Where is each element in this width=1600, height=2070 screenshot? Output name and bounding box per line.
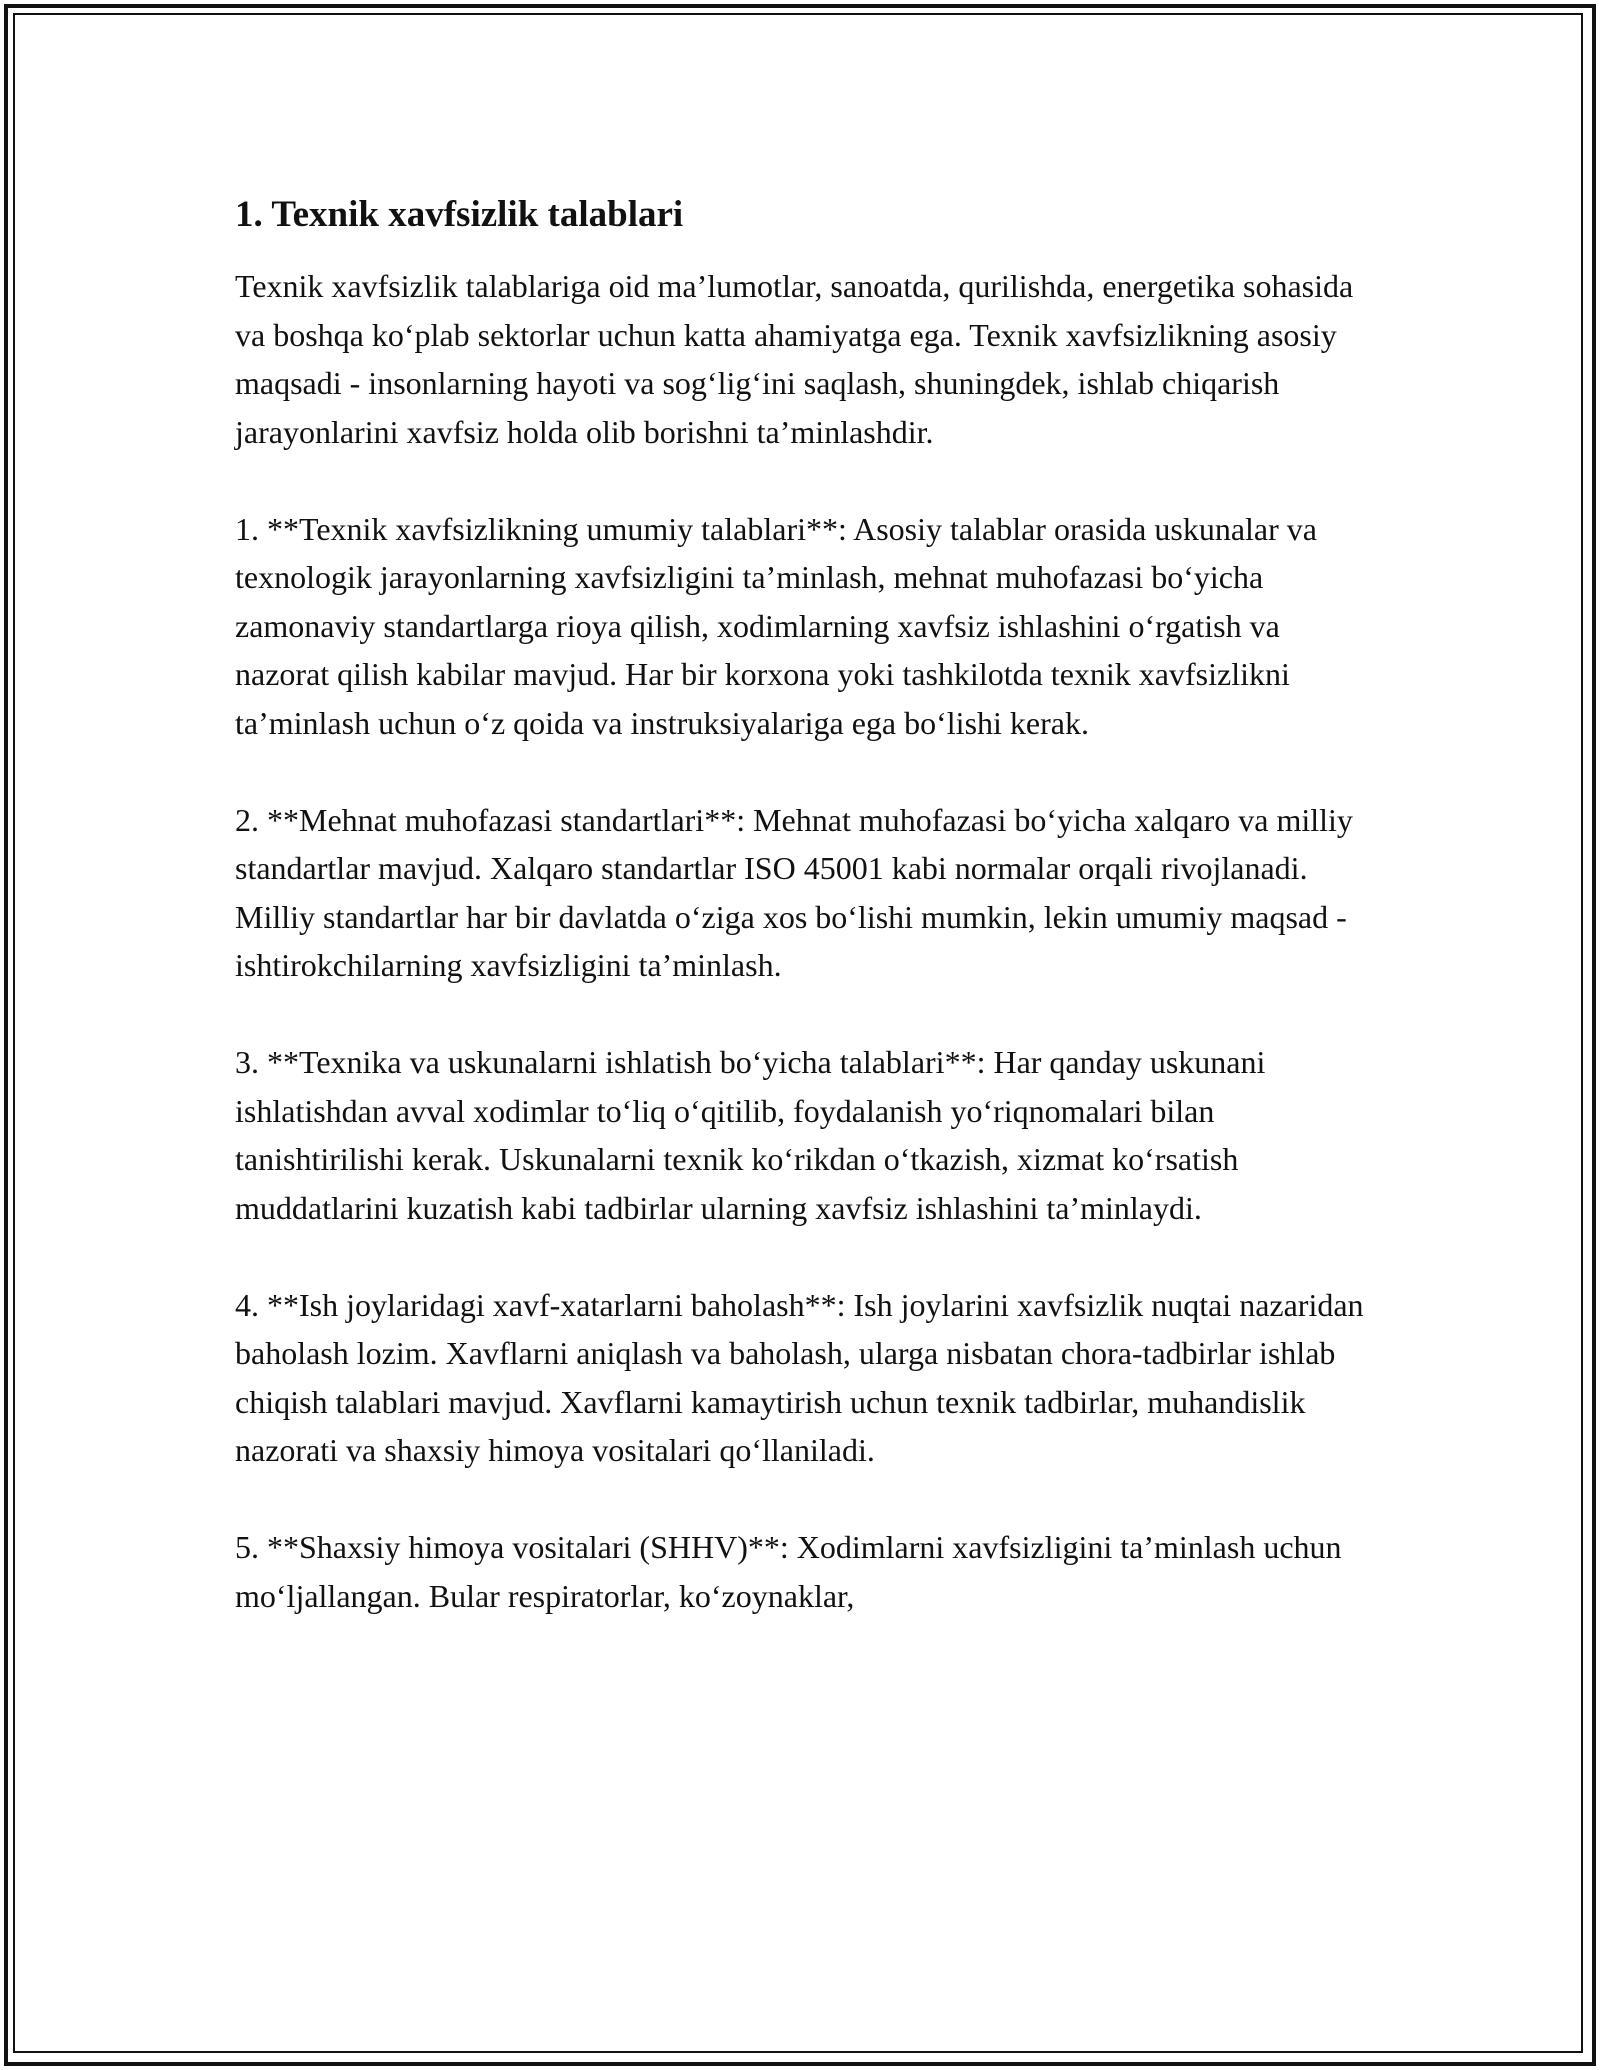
paragraph-general-requirements: 1. **Texnik xavfsizlikning umumiy talablari**: Asosiy talablar orasida uskunalar va texnologik jarayonlarning xavfsizligini ta’minlash, mehnat muhofazasi bo‘yicha zamonaviy standartlarga rioya qilish, xodimlarning xavfsiz ishlashini o‘rgatish va nazorat qilish kabilar mavjud. Har bir korxona yoki tashkilotda texnik xavfsizlikni ta’minlash uchun o‘z qoida va instruksiyalariga ega bo‘lishi kerak. [235, 510, 1317, 741]
section-heading: 1. Texnik xavfsizlik talablari [235, 194, 684, 235]
paragraph-equipment-requirements: 3. **Texnika va uskunalarni ishlatish bo‘yicha talablari**: Har qanday uskunani ishlatishdan avval xodimlar to‘liq o‘qitilib, foydalanish yo‘riqnomalari bilan tanishtirilishi kerak. Uskunalarni texnik ko‘rikdan o‘tkazish, xizmat ko‘rsatish muddatlarini kuzatish kabi tadbirlar ularning xavfsiz ishlashini ta’minlaydi. [235, 1044, 1266, 1226]
paragraph-risk-assessment: 4. **Ish joylaridagi xavf-xatarlarni baholash**: Ish joylarini xavfsizlik nuqtai nazaridan baholash lozim. Xavflarni aniqlash va baholash, ularga nisbatan chora-tadbirlar ishlab chiqish talablari mavjud. Xavflarni kamaytirish uchun texnik tadbirlar, muhandislik nazorati va shaxsiy himoya vositalari qo‘llaniladi. [235, 1286, 1364, 1468]
paragraph-personal-protective-equipment: 5. **Shaxsiy himoya vositalari (SHHV)**: Xodimlarni xavfsizligini ta’minlash uchun mo‘ljallangan. Bular respiratorlar, ko‘zoynaklar, [235, 1529, 1342, 1614]
paragraph-labor-protection-standards: 2. **Mehnat muhofazasi standartlari**: Mehnat muhofazasi bo‘yicha xalqaro va milliy standartlar mavjud. Xalqaro standartlar ISO 45001 kabi normalar orqali rivojlanadi. Milliy standartlar har bir davlatda o‘ziga xos bo‘lishi mumkin, lekin umumiy maqsad - ishtirokchilarning xavfsizligini ta’minlash. [235, 801, 1353, 983]
document-body [235, 190, 1375, 1620]
intro-paragraph: Texnik xavfsizlik talablariga oid ma’lumotlar, sanoatda, qurilishda, energetika sohasida va boshqa ko‘plab sektorlar uchun katta ahamiyatga ega. Texnik xavfsizlikning asosiy maqsadi - insonlarning hayoti va sog‘lig‘ini saqlash, shuningdek, ishlab chiqarish jarayonlarini xavfsiz holda olib borishni ta’minlashdir. [235, 268, 1354, 450]
